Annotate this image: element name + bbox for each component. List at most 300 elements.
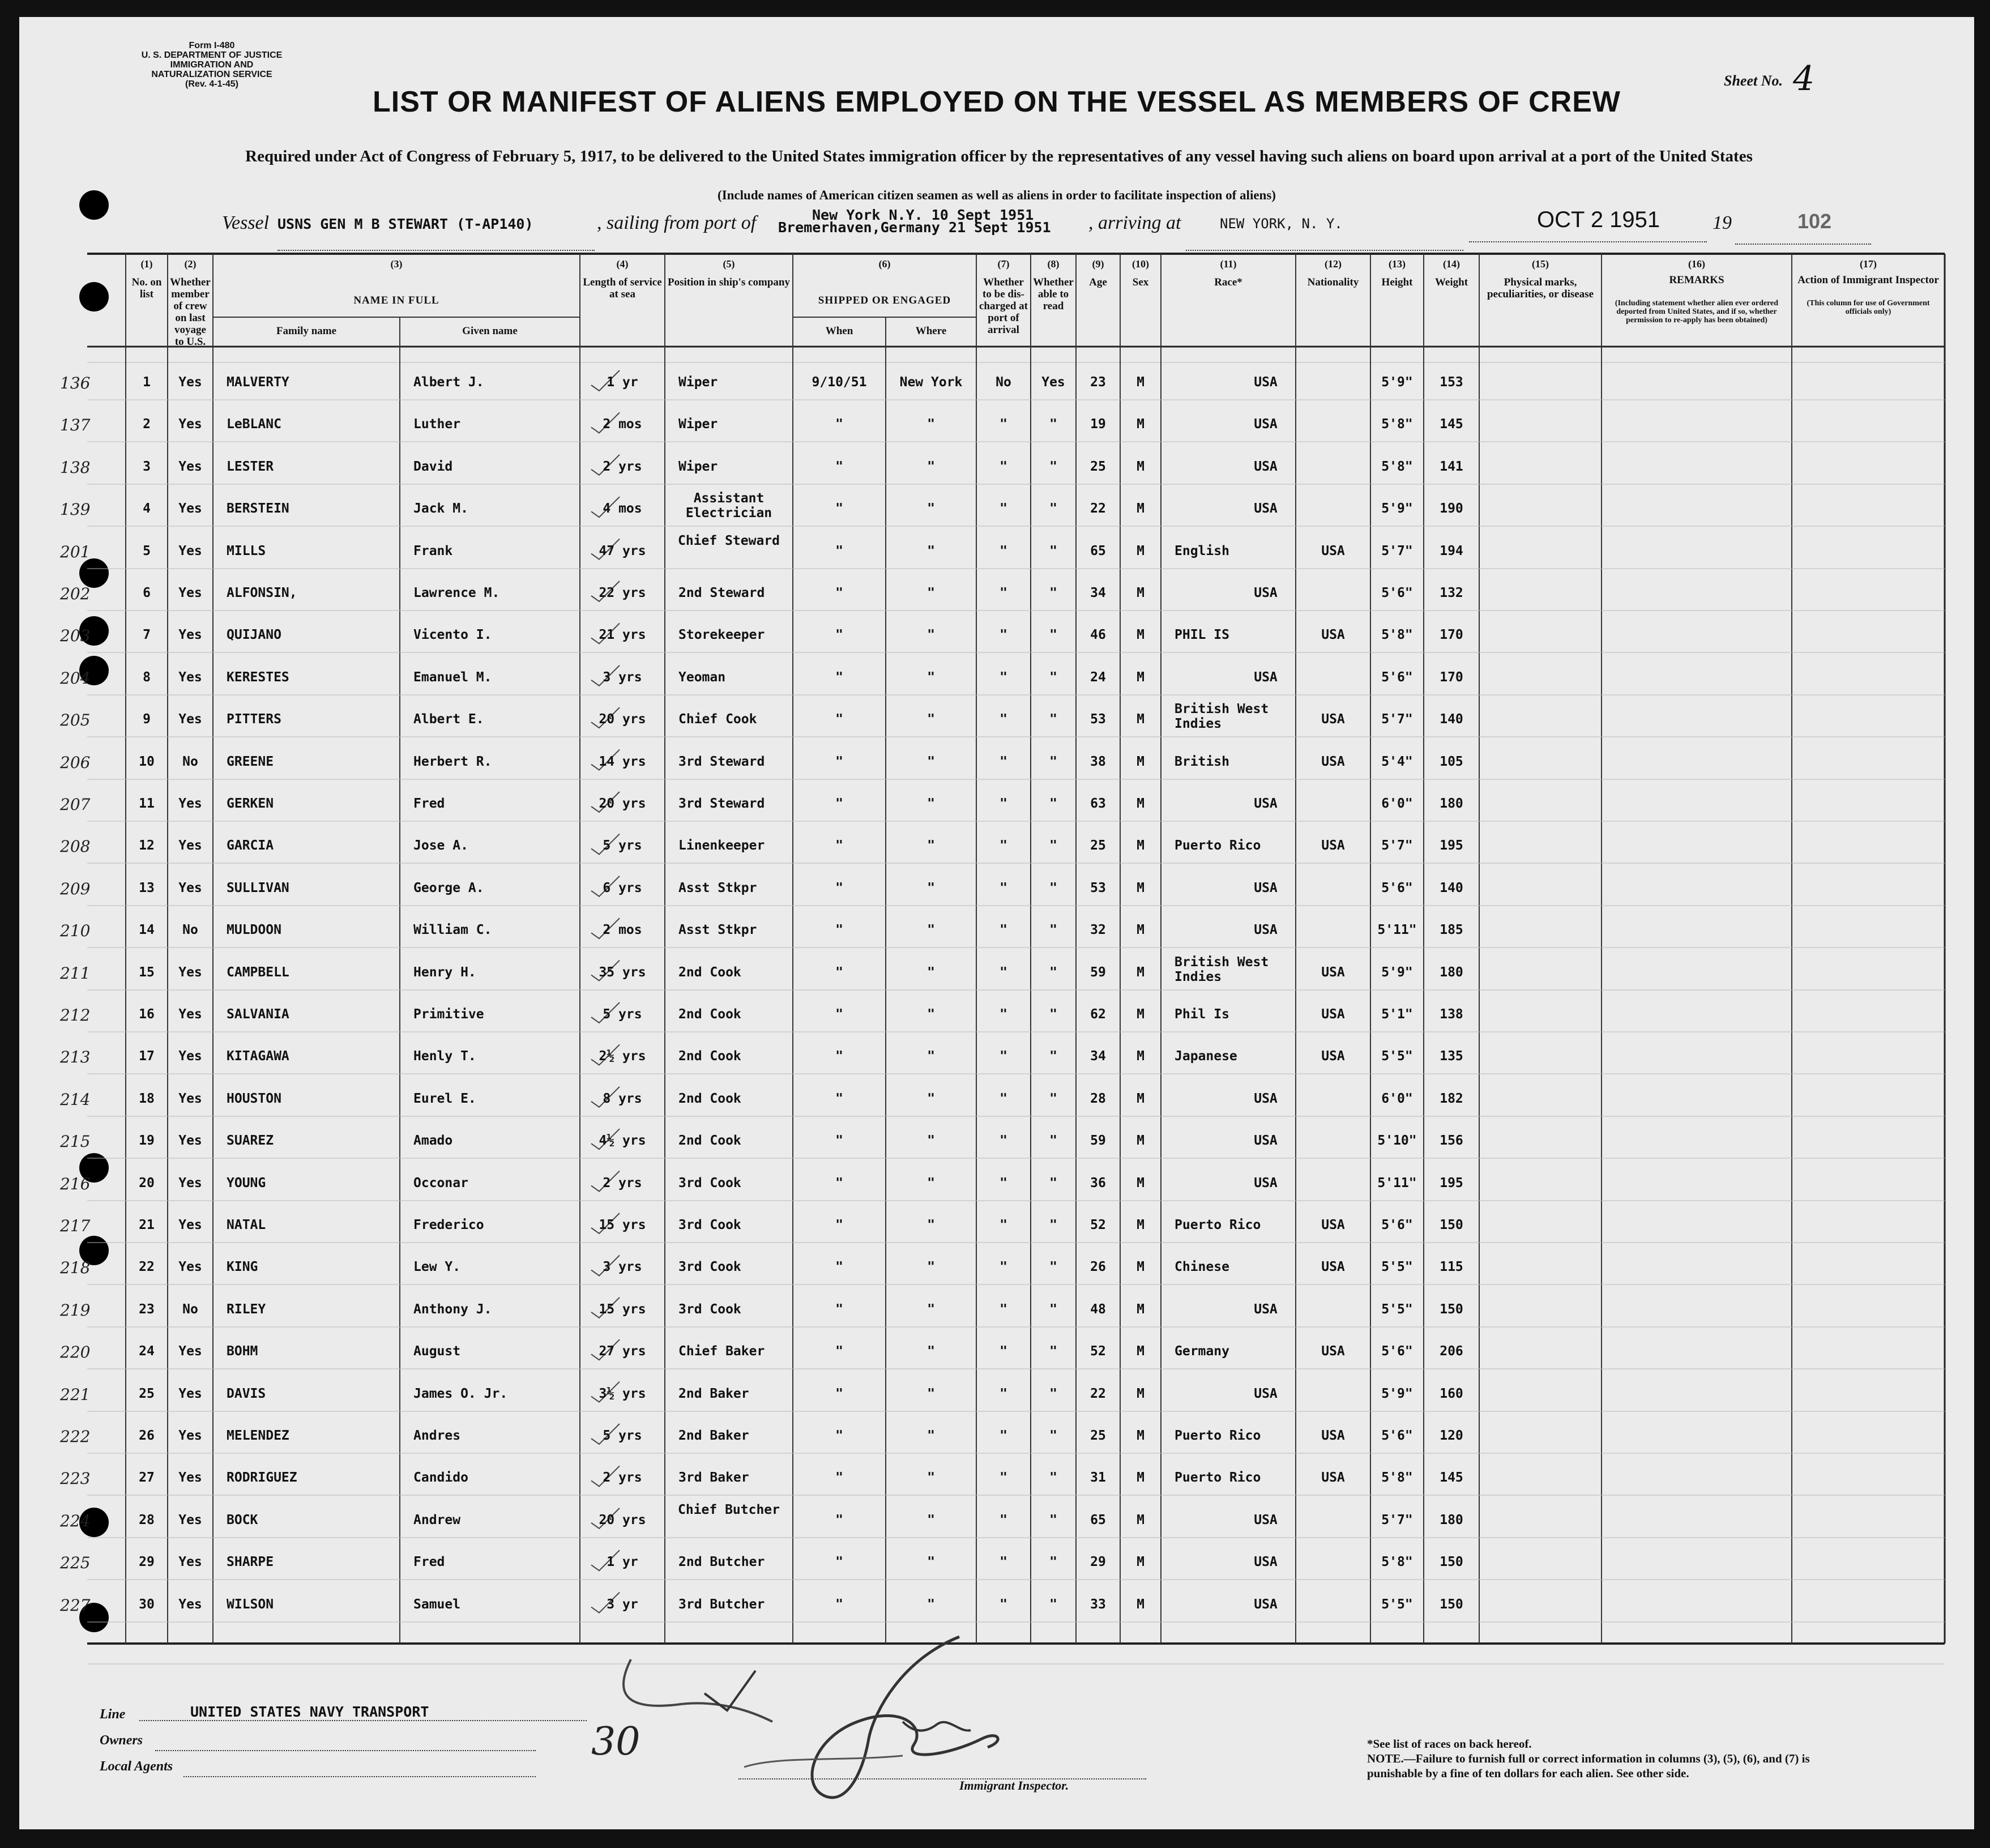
cell-nationality: USA: [1254, 1091, 1278, 1106]
cell-sex: M: [1137, 1133, 1145, 1149]
cell-no: 19: [139, 1133, 155, 1149]
cell-weight: 141: [1440, 459, 1463, 474]
cell-nationality: USA: [1254, 1597, 1278, 1612]
cell-family: BERSTEIN: [227, 501, 289, 517]
punch-hole: [79, 558, 109, 588]
sheet-number-value: 4: [1793, 59, 1815, 99]
cell-race: Germany: [1175, 1344, 1229, 1359]
cell-read: ": [1049, 459, 1057, 474]
cell-read: ": [1049, 669, 1057, 685]
cell-family: SALVANIA: [227, 1007, 289, 1022]
cell-race: English: [1175, 543, 1229, 558]
cell-when: ": [835, 1555, 843, 1570]
cell-last: Yes: [178, 459, 202, 474]
cell-family: MALVERTY: [227, 375, 289, 390]
cell-discharged: ": [1000, 754, 1007, 769]
row-reference-number: 203: [60, 626, 91, 646]
cell-service: 35 yrs: [599, 964, 646, 980]
cell-when: ": [835, 1091, 843, 1106]
cell-sex: M: [1137, 754, 1145, 769]
cell-height: 5'6": [1381, 880, 1413, 895]
cell-sex: M: [1137, 501, 1145, 517]
cell-no: 1: [143, 375, 151, 390]
column-header: Age: [1089, 276, 1107, 288]
cell-height: 5'8": [1381, 417, 1413, 432]
cell-race: British West Indies: [1175, 702, 1269, 732]
cell-discharged: ": [1000, 923, 1007, 938]
cell-position: Asst Stkpr: [678, 923, 757, 938]
column-header: Whether to be dis-charged at port of arrival: [979, 276, 1028, 336]
cell-age: 52: [1090, 1344, 1106, 1359]
cell-age: 48: [1090, 1301, 1106, 1317]
cell-last: No: [182, 1301, 198, 1317]
cell-service: 2½ yrs: [599, 1049, 646, 1064]
cell-service: 3 yrs: [603, 669, 642, 685]
cell-age: 32: [1090, 923, 1106, 938]
cell-when: ": [835, 712, 843, 727]
cell-service: 4 mos: [603, 501, 642, 517]
cell-sex: M: [1137, 1007, 1145, 1022]
cell-given: Fred: [413, 796, 445, 811]
cell-given: Occonar: [413, 1175, 468, 1190]
arriving-label: , arriving at: [1088, 212, 1181, 233]
cell-age: 59: [1090, 1133, 1106, 1149]
cell-service: 3½ yrs: [599, 1386, 646, 1401]
cell-last: Yes: [178, 1049, 202, 1064]
cell-service: 8 yrs: [603, 1091, 642, 1106]
cell-last: Yes: [178, 1133, 202, 1149]
cell-no: 27: [139, 1470, 155, 1486]
vessel-name: USNS GEN M B STEWART (T-AP140): [277, 212, 595, 251]
cell-where: ": [927, 1218, 935, 1232]
cell-nationality: USA: [1321, 1007, 1345, 1022]
cell-read: ": [1049, 1049, 1057, 1064]
cell-service: 20 yrs: [599, 712, 646, 727]
cell-given: Henly T.: [413, 1049, 476, 1064]
cell-family: GERKEN: [227, 796, 274, 811]
cell-when: ": [835, 1344, 843, 1359]
cell-where: ": [927, 1049, 935, 1064]
cell-height: 5'4": [1381, 754, 1413, 769]
cell-given: Lew Y.: [413, 1260, 461, 1275]
cell-where: ": [927, 754, 935, 769]
cell-race: Chinese: [1175, 1260, 1229, 1275]
cell-given: Albert E.: [413, 712, 484, 727]
cell-when: ": [835, 669, 843, 685]
cell-when: ": [835, 501, 843, 517]
column-header: Action of Immigrant Inspector: [1797, 274, 1939, 286]
manifest-sheet: [19, 17, 1974, 1829]
form-identifier: Form I-480 U. S. DEPARTMENT OF JUSTICE IMMIGRATION AND NATURALIZATION SERVICE (Rev. 4-1-45): [141, 41, 283, 89]
punch-hole: [79, 190, 109, 220]
cell-read: ": [1049, 838, 1057, 853]
sailing-label: , sailing from port of: [597, 212, 757, 233]
cell-service: 27 yrs: [599, 1344, 646, 1359]
page-title: LIST OR MANIFEST OF ALIENS EMPLOYED ON THE VESSEL AS MEMBERS OF CREW: [373, 86, 1621, 118]
cell-nationality: USA: [1321, 1344, 1345, 1359]
cell-no: 17: [139, 1049, 155, 1064]
cell-no: 9: [143, 712, 151, 727]
cell-where: ": [927, 1133, 935, 1149]
cell-when: ": [835, 1218, 843, 1232]
cell-read: ": [1049, 1597, 1057, 1612]
column-header: Height: [1381, 276, 1413, 288]
cell-where: ": [927, 796, 935, 811]
cell-given: Samuel: [413, 1597, 461, 1612]
row-reference-number: 221: [60, 1385, 91, 1404]
cell-given: August: [413, 1344, 461, 1359]
cell-service: 2 yrs: [603, 459, 642, 474]
cell-weight: 150: [1440, 1218, 1463, 1232]
cell-last: Yes: [178, 1007, 202, 1022]
port-above: New York N.Y. 10 Sept 1951: [812, 207, 1034, 223]
cell-where: ": [927, 838, 935, 853]
cell-age: 65: [1090, 1512, 1106, 1527]
cell-sex: M: [1137, 1301, 1145, 1317]
cell-position: Chief Cook: [678, 712, 757, 727]
column-header: Length of service at sea: [583, 276, 662, 300]
cell-family: SUAREZ: [227, 1133, 274, 1149]
cell-when: ": [835, 1260, 843, 1275]
races-note: *See list of races on back hereof.: [1367, 1737, 1532, 1751]
cell-race: Puerto Rico: [1175, 1470, 1261, 1486]
cell-position: Wiper: [678, 375, 718, 390]
cell-discharged: ": [1000, 1344, 1007, 1359]
cell-family: MELENDEZ: [227, 1428, 289, 1443]
cell-weight: 145: [1440, 1470, 1463, 1486]
cell-read: ": [1049, 1301, 1057, 1317]
cell-nationality: USA: [1321, 1218, 1345, 1232]
cell-discharged: ": [1000, 1555, 1007, 1570]
cell-position: Chief Butcher: [677, 1502, 780, 1517]
cell-age: 25: [1090, 838, 1106, 853]
cell-family: MULDOON: [227, 923, 281, 938]
cell-sex: M: [1137, 1512, 1145, 1527]
cell-sex: M: [1137, 1091, 1145, 1106]
cell-read: ": [1049, 1512, 1057, 1527]
cell-discharged: ": [1000, 838, 1007, 853]
cell-height: 5'7": [1381, 838, 1413, 853]
cell-read: ": [1049, 1260, 1057, 1275]
cell-service: 21 yrs: [599, 628, 646, 643]
column-number: (12): [1325, 258, 1342, 270]
column-number: (13): [1389, 258, 1406, 270]
owners-label: Owners: [100, 1733, 143, 1748]
cell-when: ": [835, 1512, 843, 1527]
column-header: Physical marks, peculiarities, or disease: [1487, 276, 1594, 300]
row-reference-number: 222: [60, 1427, 91, 1446]
cell-given: Lawrence M.: [413, 586, 500, 600]
cell-no: 22: [139, 1260, 155, 1275]
cell-when: ": [835, 796, 843, 811]
cell-height: 5'8": [1381, 628, 1413, 643]
cell-weight: 190: [1440, 501, 1463, 517]
cell-weight: 170: [1440, 669, 1463, 685]
cell-position: 3rd Cook: [678, 1301, 741, 1317]
cell-when: ": [835, 754, 843, 769]
cell-position: 2nd Baker: [678, 1428, 749, 1443]
cell-no: 12: [139, 838, 155, 853]
cell-service: 20 yrs: [599, 796, 646, 811]
sailing-port: Bremerhaven,Germany 21 Sept 1951: [778, 212, 1084, 254]
cell-discharged: ": [1000, 1007, 1007, 1022]
cell-nationality: USA: [1321, 1260, 1345, 1275]
cell-position: 2nd Cook: [678, 1049, 741, 1064]
cell-height: 5'9": [1381, 375, 1413, 390]
cell-read: ": [1049, 1344, 1057, 1359]
cell-age: 23: [1090, 375, 1106, 390]
cell-where: ": [927, 1597, 935, 1612]
arriving-port: NEW YORK, N. Y.: [1186, 212, 1463, 251]
cell-family: LeBLANC: [227, 417, 281, 432]
cell-sex: M: [1137, 586, 1145, 600]
cell-when: ": [835, 628, 843, 643]
cell-age: 29: [1090, 1555, 1106, 1570]
cell-where: ": [927, 1512, 935, 1527]
cell-nationality: USA: [1321, 1470, 1345, 1486]
cell-age: 62: [1090, 1007, 1106, 1022]
arrival-date: OCT 2 1951: [1469, 207, 1707, 242]
cell-no: 5: [143, 543, 151, 558]
cell-sex: M: [1137, 923, 1145, 938]
cell-nationality: USA: [1254, 1175, 1278, 1190]
cell-given: Primitive: [413, 1007, 484, 1022]
cell-position: 2nd Cook: [678, 1133, 741, 1149]
cell-read: ": [1049, 923, 1057, 938]
row-reference-number: 215: [60, 1132, 91, 1151]
cell-family: CAMPBELL: [227, 964, 289, 980]
include-note: (Include names of American citizen seamen as well as aliens in order to facilitate inspection of aliens): [718, 188, 1276, 202]
cell-sex: M: [1137, 796, 1145, 811]
cell-service: 2 yrs: [603, 1175, 642, 1190]
row-reference-number: 136: [60, 374, 91, 392]
cell-given: Jack M.: [413, 501, 468, 517]
cell-position: 3rd Cook: [678, 1175, 741, 1190]
cell-read: ": [1049, 1133, 1057, 1149]
cell-last: Yes: [178, 375, 202, 390]
column-number: (16): [1688, 258, 1705, 270]
cell-discharged: ": [1000, 1597, 1007, 1612]
cell-no: 11: [139, 796, 155, 811]
cell-family: QUIJANO: [227, 628, 281, 643]
cell-when: ": [835, 838, 843, 853]
cell-height: 5'11": [1377, 923, 1417, 938]
cell-weight: 140: [1440, 880, 1463, 895]
cell-discharged: ": [1000, 628, 1007, 643]
cell-read: ": [1049, 964, 1057, 980]
cell-age: 25: [1090, 459, 1106, 474]
cell-when: ": [835, 1133, 843, 1149]
cell-read: ": [1049, 712, 1057, 727]
column-number: (2): [184, 258, 197, 270]
cell-family: SHARPE: [227, 1555, 274, 1570]
cell-age: 65: [1090, 543, 1106, 558]
cell-discharged: ": [1000, 1512, 1007, 1527]
cell-when: ": [835, 459, 843, 474]
cell-nationality: USA: [1254, 417, 1278, 432]
cell-position: Chief Baker: [678, 1344, 765, 1359]
cell-weight: 182: [1440, 1091, 1463, 1106]
cell-race: Puerto Rico: [1175, 1218, 1261, 1232]
cell-weight: 180: [1440, 1512, 1463, 1527]
column-number: (4): [616, 258, 629, 270]
cell-nationality: USA: [1321, 543, 1345, 558]
column-header: Sex: [1132, 276, 1149, 288]
cell-last: Yes: [178, 1175, 202, 1190]
cell-position: Linenkeeper: [678, 838, 765, 853]
column-subheader: Family name: [276, 325, 337, 337]
column-header: Position in ship's company: [668, 276, 790, 288]
cell-no: 10: [139, 754, 155, 769]
cell-given: Luther: [413, 417, 461, 432]
cell-where: ": [927, 628, 935, 643]
cell-age: 22: [1090, 501, 1106, 517]
column-header: NAME IN FULL: [353, 295, 439, 306]
cell-given: Vicento I.: [413, 628, 492, 643]
cell-nationality: USA: [1254, 1512, 1278, 1527]
cell-service: 14 yrs: [599, 754, 646, 769]
cell-weight: 160: [1440, 1386, 1463, 1401]
agents-value: [183, 1770, 536, 1777]
cell-sex: M: [1137, 1597, 1145, 1612]
cell-service: 15 yrs: [599, 1301, 646, 1317]
cell-nationality: USA: [1254, 501, 1278, 517]
cell-where: ": [927, 669, 935, 685]
cell-discharged: ": [1000, 1470, 1007, 1486]
cell-age: 59: [1090, 964, 1106, 980]
row-reference-number: 219: [60, 1300, 91, 1320]
cell-height: 5'6": [1381, 669, 1413, 685]
cell-service: 2 yrs: [603, 1470, 642, 1486]
cell-service: 5 yrs: [603, 1428, 642, 1443]
row-reference-number: 201: [60, 542, 91, 561]
cell-no: 26: [139, 1428, 155, 1443]
cell-age: 53: [1090, 712, 1106, 727]
cell-family: MILLS: [227, 543, 266, 558]
row-reference-number: 139: [60, 500, 91, 519]
cell-last: Yes: [178, 628, 202, 643]
cell-sex: M: [1137, 964, 1145, 980]
cell-given: Frank: [413, 543, 453, 558]
cell-position: Wiper: [678, 459, 718, 474]
cell-no: 20: [139, 1175, 155, 1190]
cell-sex: M: [1137, 1218, 1145, 1232]
cell-read: ": [1049, 1386, 1057, 1401]
cell-no: 6: [143, 586, 151, 600]
cell-last: Yes: [178, 1428, 202, 1443]
cell-height: 5'6": [1381, 1428, 1413, 1443]
inspector-label: Immigrant Inspector.: [959, 1778, 1069, 1792]
handwritten-count: 30: [591, 1719, 640, 1764]
column-subheader: When: [825, 325, 853, 337]
cell-service: 4½ yrs: [599, 1133, 646, 1149]
cell-family: KERESTES: [227, 669, 289, 685]
cell-nationality: USA: [1254, 1133, 1278, 1149]
cell-where: ": [927, 1470, 935, 1486]
cell-height: 5'5": [1381, 1597, 1413, 1612]
cell-position: 2nd Baker: [678, 1386, 749, 1401]
row-reference-number: 212: [60, 1006, 91, 1025]
cell-sex: M: [1137, 1175, 1145, 1190]
cell-sex: M: [1137, 1555, 1145, 1570]
cell-given: James O. Jr.: [413, 1386, 508, 1401]
cell-weight: 145: [1440, 417, 1463, 432]
cell-position: Chief Steward: [677, 533, 780, 548]
cell-when: 9/10/51: [812, 375, 867, 390]
cell-given: Emanuel M.: [413, 669, 492, 685]
cell-position: 3rd Steward: [678, 754, 765, 769]
column-number: (9): [1092, 258, 1104, 270]
cell-discharged: ": [1000, 712, 1007, 727]
cell-last: Yes: [178, 417, 202, 432]
cell-weight: 180: [1440, 796, 1463, 811]
cell-nationality: USA: [1321, 838, 1345, 853]
cell-age: 33: [1090, 1597, 1106, 1612]
cell-position: 3rd Cook: [678, 1260, 741, 1275]
cell-last: No: [182, 754, 198, 769]
column-number: (15): [1532, 258, 1549, 270]
column-number: (6): [878, 258, 891, 270]
cell-read: ": [1049, 1091, 1057, 1106]
cell-when: ": [835, 880, 843, 895]
cell-position: Wiper: [678, 417, 718, 432]
row-reference-number: 216: [60, 1174, 91, 1193]
cell-last: Yes: [178, 1470, 202, 1486]
cell-nationality: USA: [1254, 669, 1278, 685]
cell-service: 2 mos: [603, 417, 642, 432]
row-reference-number: 208: [60, 837, 91, 856]
cell-when: ": [835, 1007, 843, 1022]
cell-weight: 120: [1440, 1428, 1463, 1443]
cell-last: Yes: [178, 1386, 202, 1401]
cell-no: 4: [143, 501, 151, 517]
cell-position: 3rd Steward: [678, 796, 765, 811]
cell-read: ": [1049, 1428, 1057, 1443]
cell-when: ": [835, 1386, 843, 1401]
cell-race: Puerto Rico: [1175, 838, 1261, 853]
cell-discharged: ": [1000, 417, 1007, 432]
cell-age: 22: [1090, 1386, 1106, 1401]
cell-discharged: ": [1000, 1091, 1007, 1106]
cell-sex: M: [1137, 712, 1145, 727]
owners-value: [155, 1744, 536, 1751]
cell-position: 3rd Butcher: [678, 1597, 765, 1612]
cell-height: 5'6": [1381, 1218, 1413, 1232]
cell-family: HOUSTON: [227, 1091, 281, 1106]
cell-service: 3 yrs: [603, 1260, 642, 1275]
column-header: Nationality: [1307, 276, 1359, 288]
cell-nationality: USA: [1254, 586, 1278, 600]
cell-given: Eurel E.: [413, 1091, 476, 1106]
cell-discharged: ": [1000, 1386, 1007, 1401]
cell-last: Yes: [178, 501, 202, 517]
row-reference-number: 218: [60, 1258, 91, 1278]
cell-given: Albert J.: [413, 375, 484, 390]
cell-last: Yes: [178, 543, 202, 558]
column-header: Whether able to read: [1033, 276, 1074, 312]
cell-position: 2nd Cook: [678, 1091, 741, 1106]
cell-age: 52: [1090, 1218, 1106, 1232]
column-number: (17): [1860, 258, 1877, 270]
cell-weight: 150: [1440, 1555, 1463, 1570]
cell-family: RILEY: [227, 1301, 266, 1317]
cell-family: BOHM: [227, 1344, 258, 1359]
cell-weight: 150: [1440, 1301, 1463, 1317]
cell-height: 5'10": [1377, 1133, 1417, 1149]
cell-read: ": [1049, 1218, 1057, 1232]
cell-weight: 170: [1440, 628, 1463, 643]
cell-position: Yeoman: [678, 669, 726, 685]
